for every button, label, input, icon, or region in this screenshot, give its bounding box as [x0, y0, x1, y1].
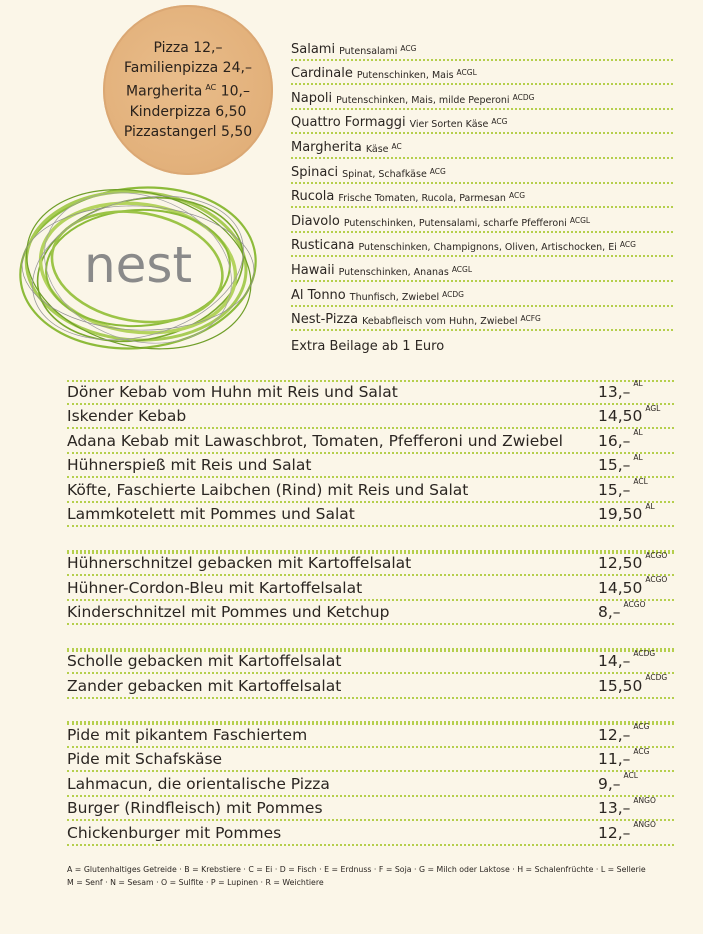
allergen-code: ACDG — [512, 92, 535, 102]
dish-price-value: 15,50 — [598, 676, 643, 695]
allergen-code: ACGO — [645, 575, 668, 585]
allergen-code: ACFG — [520, 314, 541, 324]
dish-item — [67, 601, 674, 626]
dish-price — [598, 746, 674, 768]
allergen-code: AL — [633, 428, 643, 438]
allergen-code: ACGL — [569, 215, 591, 225]
dish-price — [598, 379, 674, 401]
price-circle-line — [124, 58, 252, 78]
dish-price-value: 13,– — [598, 799, 631, 817]
pizza-description: Vier Sorten Käse — [409, 119, 489, 131]
pizza-name: Margherita — [291, 139, 362, 155]
pizza-description: Putenschinken, Putensalami, scharfe Pfefferoni — [343, 217, 567, 229]
dish-name: Zander gebacken mit Kartoffelsalat — [67, 676, 342, 695]
pizza-item — [291, 110, 673, 135]
dish-name: Pide mit pikantem Faschiertem — [67, 725, 308, 744]
dish-name: Scholle gebacken mit Kartoffelsalat — [67, 652, 342, 670]
pizza-item — [291, 184, 673, 209]
legend-line-1: A = Glutenhaltiges Getreide · B = Krebstiere · C = Ei · D = Fisch · E = Erdnuss · F = Soja · G = Milch oder Laktose · H = Schalenfrüchte · L = Sellerie — [67, 865, 646, 874]
dish-price — [598, 795, 674, 817]
pizza-item — [291, 208, 673, 233]
allergen-code: ANGO — [633, 795, 656, 805]
pizza-item — [291, 61, 673, 86]
dish-price-value: 12,– — [598, 823, 631, 842]
dish-price — [598, 477, 674, 499]
dish-price-value: 12,– — [598, 725, 631, 744]
dish-price-value: 13,– — [598, 382, 631, 401]
pizza-description: Käse — [365, 143, 389, 155]
allergen-code: ACL — [633, 477, 648, 487]
dish-price — [598, 428, 674, 450]
dish-name: Hühnerspieß mit Reis und Salat — [67, 456, 312, 474]
pizza-item — [291, 233, 673, 258]
legend-line-2: M = Senf · N = Sesam · O = Sulfite · P = Lupinen · R = Weichtiere — [67, 878, 324, 887]
dish-price-value: 15,– — [598, 480, 631, 499]
pizza-name: Diavolo — [291, 213, 340, 229]
allergen-code: AL — [645, 501, 655, 511]
allergen-code: AC — [391, 141, 402, 151]
pizza-name: Nest-Pizza — [291, 312, 359, 328]
dish-name: Iskender Kebab — [67, 407, 187, 425]
group-spacer — [67, 527, 674, 552]
price-circle-text: Pizza 12,– — [153, 40, 223, 57]
pizza-name: Rucola — [291, 189, 335, 205]
pizza-item — [291, 159, 673, 184]
dish-item — [67, 552, 674, 577]
allergen-code: ACDG — [645, 673, 668, 683]
dish-price — [598, 673, 674, 695]
dish-item — [67, 650, 674, 675]
dish-price-value: 19,50 — [598, 505, 643, 523]
allergen-code: ACGO — [645, 550, 668, 560]
allergen-code: ACGO — [623, 599, 646, 609]
dish-name: Köfte, Faschierte Laibchen (Rind) mit Reis und Salat — [67, 480, 469, 499]
allergen-code: ACG — [508, 191, 526, 201]
price-circle-line — [126, 78, 250, 102]
dish-item — [67, 797, 674, 822]
pizza-description: Putensalami — [339, 45, 398, 57]
allergen-code: ACGL — [456, 68, 477, 78]
pizza-item — [291, 307, 673, 332]
allergen-code: ACL — [623, 771, 638, 781]
allergen-code: ACG — [429, 166, 446, 176]
dish-price-value: 14,50 — [598, 407, 643, 425]
dish-price — [598, 820, 674, 842]
dish-price-value: 14,– — [598, 652, 631, 670]
dish-price-value: 11,– — [598, 750, 631, 768]
dish-item — [67, 723, 674, 748]
allergen-code: ACG — [400, 43, 417, 53]
dish-name: Kinderschnitzel mit Pommes und Ketchup — [67, 603, 390, 621]
dish-price — [598, 501, 674, 523]
pizza-name: Hawaii — [291, 262, 335, 278]
pizza-description: Putenschinken, Champignons, Oliven, Artischocken, Ei — [358, 242, 617, 254]
dish-item — [67, 674, 674, 699]
dish-name: Chickenburger mit Pommes — [67, 823, 282, 842]
allergen-code: AL — [633, 452, 643, 462]
pizza-name: Spinaci — [291, 164, 339, 180]
allergen-code: ACG — [491, 117, 508, 127]
dish-name: Hühner-Cordon-Bleu mit Kartoffelsalat — [67, 578, 363, 597]
allergen-legend — [67, 863, 679, 889]
price-circle-text: Kinderpizza 6,50 — [129, 103, 247, 120]
dish-price — [598, 722, 674, 744]
allergen-code: ACDG — [633, 648, 656, 658]
pizza-item — [291, 36, 673, 61]
dish-price-value: 9,– — [598, 774, 621, 793]
group-spacer — [67, 625, 674, 650]
price-circle-line — [130, 102, 247, 122]
pizza-item — [291, 282, 673, 307]
dish-item — [67, 821, 674, 846]
allergen-code: ANGO — [633, 820, 656, 830]
dish-name: Lammkotelett mit Pommes und Salat — [67, 505, 355, 523]
pizza-item — [291, 85, 673, 110]
dish-price — [598, 550, 674, 572]
dish-item — [67, 772, 674, 797]
pizza-item — [291, 257, 673, 282]
dish-item — [67, 478, 674, 503]
pizza-description: Spinat, Schafkäse — [342, 168, 427, 180]
dish-price-value: 14,50 — [598, 578, 643, 597]
pizza-description: Thunfisch, Zwiebel — [349, 291, 440, 303]
logo-text: nest — [83, 236, 193, 294]
pizza-description: Putenschinken, Ananas — [338, 266, 449, 278]
dish-price — [598, 771, 674, 793]
dish-list — [67, 380, 674, 846]
pizza-list — [291, 36, 673, 356]
dish-name: Pide mit Schafskäse — [67, 750, 223, 768]
pizza-name: Salami — [291, 41, 336, 57]
allergen-code: ACDG — [442, 289, 464, 299]
allergen-code: AL — [633, 379, 643, 389]
pizza-description: Putenschinken, Mais, milde Peperoni — [336, 94, 510, 106]
price-circle — [103, 5, 273, 175]
dish-item — [67, 503, 674, 528]
allergen-code: AGL — [645, 403, 661, 413]
dish-name: Burger (Rindfleisch) mit Pommes — [67, 799, 323, 817]
dish-name: Döner Kebab vom Huhn mit Reis und Salat — [67, 382, 398, 401]
dish-name: Hühnerschnitzel gebacken mit Kartoffelsalat — [67, 554, 412, 572]
dish-item — [67, 405, 674, 430]
price-circle-text: Familienpizza 24,– — [124, 60, 252, 77]
dish-name: Lahmacun, die orientalische Pizza — [67, 774, 330, 793]
pizza-name: Napoli — [291, 90, 333, 106]
price-circle-line — [124, 122, 252, 142]
allergen-code: AC — [205, 83, 217, 93]
price-circle-price: 10,– — [216, 83, 250, 100]
dish-price-value: 8,– — [598, 603, 621, 621]
allergen-code: ACG — [619, 240, 636, 250]
pizza-item — [291, 331, 673, 356]
group-spacer — [67, 699, 674, 724]
dish-name: Adana Kebab mit Lawaschbrot, Tomaten, Pfefferoni und Zwiebel — [67, 431, 563, 450]
pizza-name: Quattro Formaggi — [291, 115, 406, 131]
nest-logo — [14, 178, 262, 358]
dish-price — [598, 452, 674, 474]
price-circle-line — [153, 38, 222, 58]
pizza-description: Frische Tomaten, Rucola, Parmesan — [338, 193, 506, 205]
allergen-code: ACG — [633, 746, 650, 756]
allergen-code: ACG — [633, 722, 650, 732]
price-circle-text: Margherita — [126, 83, 203, 100]
dish-item — [67, 429, 674, 454]
dish-price-value: 16,– — [598, 431, 631, 450]
pizza-name: Al Tonno — [291, 287, 346, 303]
dish-price-value: 15,– — [598, 456, 631, 474]
dish-price — [598, 648, 674, 670]
dish-item — [67, 454, 674, 479]
pizza-name: Rusticana — [291, 238, 355, 254]
price-circle-text: Pizzastangerl 5,50 — [123, 123, 253, 140]
allergen-code: ACGL — [451, 264, 473, 274]
dish-item — [67, 380, 674, 405]
dish-price-value: 12,50 — [598, 554, 643, 572]
pizza-name: Extra Beilage ab 1 Euro — [291, 338, 445, 354]
pizza-description: Putenschinken, Mais — [356, 70, 454, 82]
dish-item — [67, 576, 674, 601]
dish-price — [598, 403, 674, 425]
pizza-item — [291, 134, 673, 159]
dish-item — [67, 748, 674, 773]
dish-price — [598, 575, 674, 597]
dish-price — [598, 599, 674, 621]
pizza-description: Kebabfleisch vom Huhn, Zwiebel — [362, 316, 518, 328]
pizza-name: Cardinale — [291, 66, 353, 82]
